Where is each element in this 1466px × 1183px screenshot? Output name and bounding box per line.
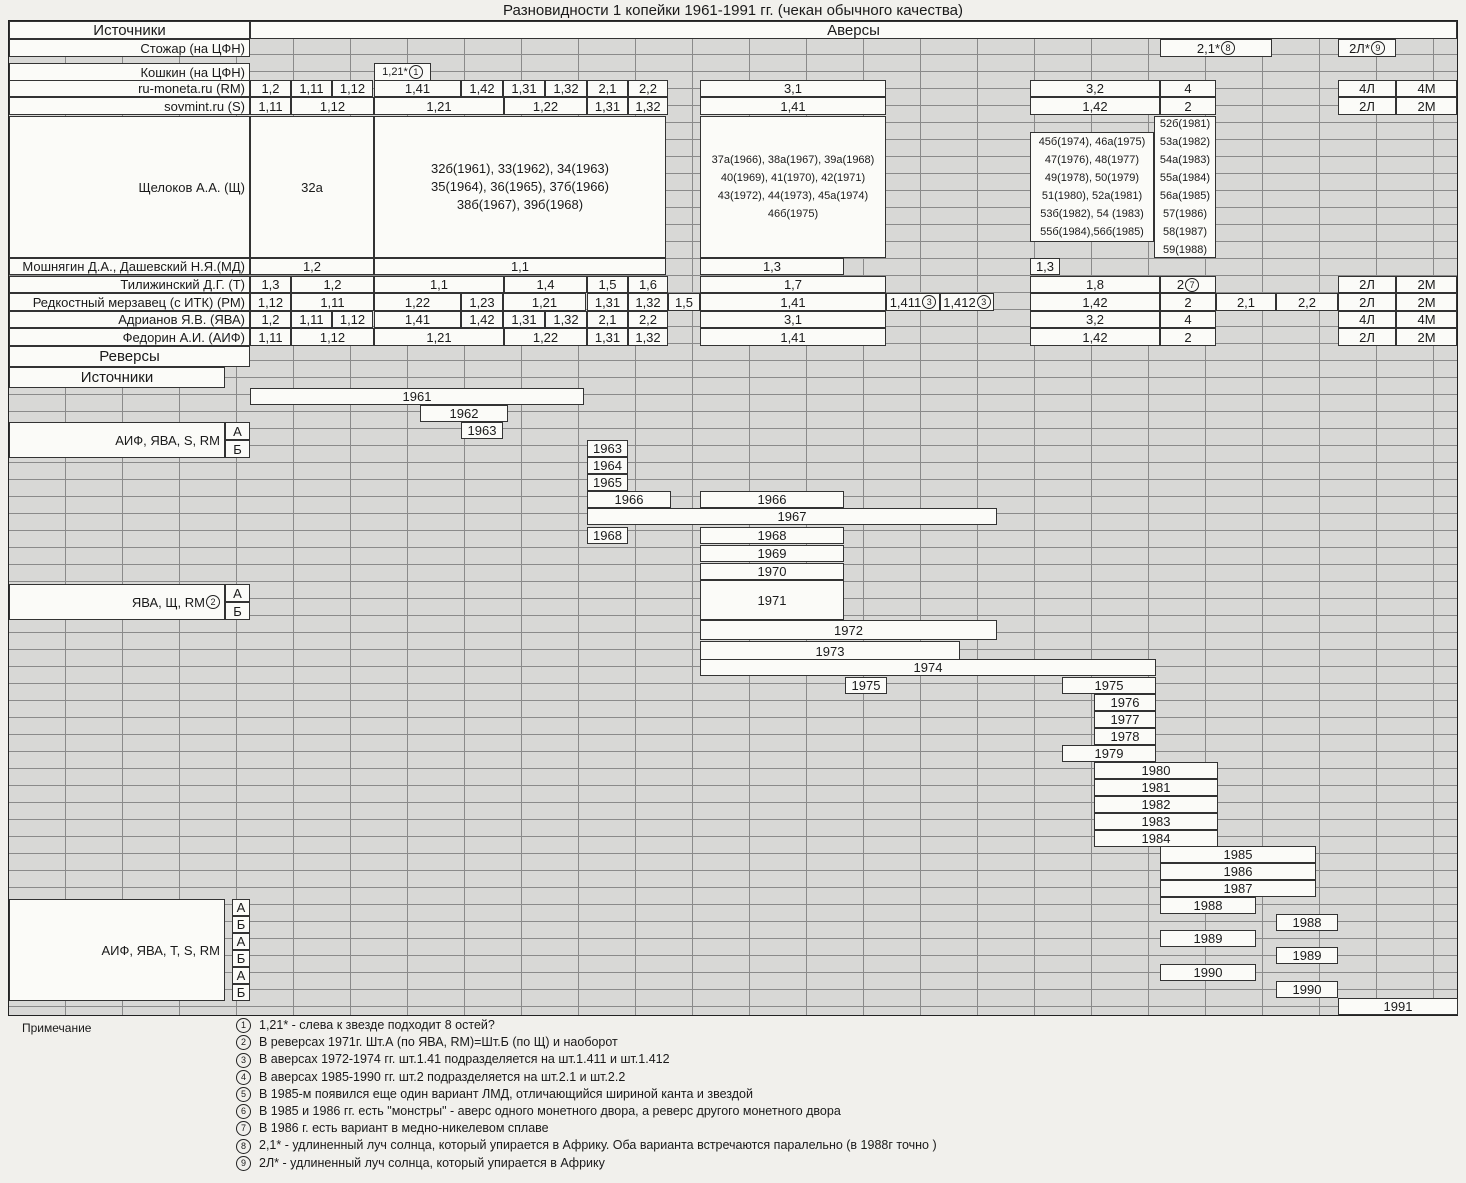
note-number-icon: 4 [236,1070,251,1085]
note-item [236,1104,841,1119]
note-item [236,1052,670,1067]
reverse-year-13: 1971 [700,580,844,620]
note-item [236,1035,618,1050]
obverse-shchelokov-d-line: 47(1976), 48(1977) [1044,154,1140,166]
obverse-shchelokov-b-line: 32б(1961), 33(1962), 34(1963) [430,161,609,176]
obverse-rm-10: 1,412 3 [940,293,994,311]
obverse-t-7: 1,8 [1030,276,1160,293]
reverse-year-3: 1963 [587,440,628,457]
obverse-rm-5: 1,31 [587,293,628,311]
note-text: В 1986 г. есть вариант в медно-никелевом сплаве [259,1121,549,1136]
obverse-rm-0: 1,12 [250,293,291,311]
obverse-shchelokov-c-line: 37а(1966), 38а(1967), 39а(1968) [711,154,875,166]
obverse-shchelokov-e-line: 52б(1981) [1159,118,1211,130]
obverse-adrianov-2: 1,12 [332,311,373,328]
reverse-year-4: 1964 [587,457,628,474]
note-item [236,1138,937,1153]
reverse-year-10: 1968 [700,527,844,544]
obverse-adrianov-0: 1,2 [250,311,291,328]
obverse-rm-7: 1,5 [668,293,700,311]
reverse-group-1: АИФ, ЯВА, S, RM [9,422,225,458]
reverse-stamp-a: А [232,967,250,984]
note-text: В реверсах 1971г. Шт.А (по ЯВА, RM)=Шт.Б (по Щ) и наоборот [259,1035,618,1050]
reverse-year-22: 1979 [1062,745,1156,762]
obverse-fedorin-3: 1,22 [504,328,587,346]
obverse-sovmint-1: 1,12 [291,97,374,115]
reverse-year-24: 1981 [1094,779,1218,796]
obverse-koshkin-1-21: 1,21* 1 [374,63,431,81]
obverse-adrianov-5: 1,31 [503,311,545,328]
obverse-rm-13: 2,1 [1216,293,1276,311]
obverse-shchelokov-c-line: 40(1969), 41(1970), 42(1971) [720,172,866,184]
source-fedorin: Федорин А.И. (АИФ) [9,328,250,346]
obverse-sovmint-0: 1,11 [250,97,291,115]
source-tilizhinsky: Тилижинский Д.Г. (Т) [9,276,250,293]
note-number-icon: 6 [236,1104,251,1119]
reverse-stamp-b: Б [232,916,250,933]
note-ref-icon: 1 [409,65,423,79]
obverse-rumoneta-11: 4 [1160,80,1216,97]
reverse-year-2: 1963 [461,422,503,439]
obverse-rm-6: 1,32 [628,293,668,311]
obverse-sovmint-2: 1,21 [374,97,504,115]
obverse-shchelokov-e-line: 59(1988) [1162,244,1208,256]
note-text: 2Л* - удлиненный луч солнца, который упирается в Африку [259,1155,605,1170]
reverse-year-14: 1972 [700,620,997,640]
obverse-rm-9: 1,411 3 [886,293,940,311]
obverse-t-10: 2М [1396,276,1457,293]
obverse-t-6: 1,7 [700,276,886,293]
note-ref-icon: 9 [1371,41,1385,55]
obverse-stozhar-2-1: 2,1* 8 [1160,39,1272,57]
obverse-sovmint-5: 1,32 [628,97,668,115]
note-number-icon: 9 [236,1156,251,1171]
obverse-shchelokov-d-line: 51(1980), 52а(1981) [1041,190,1143,202]
reverse-year-33: 1989 [1160,930,1256,947]
reverse-year-8: 1967 [587,508,997,525]
reverse-year-6: 1966 [587,491,671,508]
reverse-year-23: 1980 [1094,762,1218,779]
reverse-year-37: 1991 [1338,998,1458,1015]
note-item [236,1087,753,1102]
obverse-rm-2: 1,22 [374,293,461,311]
obverse-sovmint-6: 1,41 [700,97,886,115]
reverse-year-30: 1987 [1160,880,1316,897]
reverse-group-2: ЯВА, Щ, RM 2 [9,584,225,620]
reverse-year-20: 1977 [1094,711,1156,728]
obverse-fedorin-2: 1,21 [374,328,504,346]
obverse-shchelokov-e-line: 57(1986) [1162,208,1208,220]
reverse-stamp-b: Б [232,950,250,967]
reverse-year-12: 1970 [700,563,844,580]
note-ref-icon: 3 [922,295,936,309]
obverse-rm-11: 1,42 [1030,293,1160,311]
obverse-rumoneta-4: 1,42 [461,80,503,97]
obverse-rm-8: 1,41 [700,293,886,311]
reverse-year-9: 1968 [587,527,628,544]
notes-label: Примечание [22,1021,92,1035]
obverse-rumoneta-10: 3,2 [1030,80,1160,97]
obverse-t-0: 1,3 [250,276,291,293]
obverse-rumoneta-9: 3,1 [700,80,886,97]
reverse-year-1: 1962 [420,405,508,422]
obverse-t-8: 2 7 [1160,276,1216,293]
obverse-shchelokov-c-line: 46б(1975) [767,208,819,220]
note-item [236,1018,495,1033]
obverse-fedorin-10: 2М [1396,328,1457,346]
note-number-icon: 1 [236,1018,251,1033]
reverse-year-19: 1976 [1094,694,1156,711]
reverse-year-0: 1961 [250,388,584,405]
reverse-year-15: 1973 [700,641,960,661]
note-number-icon: 7 [236,1121,251,1136]
obverse-t-5: 1,6 [628,276,668,293]
obverse-rm-15: 2Л [1338,293,1396,311]
reverse-year-7: 1966 [700,491,844,508]
source-stozhar: Стожар (на ЦФН) [9,39,250,57]
reverse-stamp-b: Б [232,984,250,1001]
obverse-rm-14: 2,2 [1276,293,1338,311]
obverse-rumoneta-1: 1,11 [291,80,332,97]
obverse-rm-1: 1,11 [291,293,374,311]
reverse-group-3: АИФ, ЯВА, T, S, RM [9,899,225,1001]
obverse-fedorin-7: 1,42 [1030,328,1160,346]
obverse-shchelokov-e-line: 55а(1984) [1159,172,1211,184]
obverse-rumoneta-7: 2,1 [587,80,628,97]
obverse-sovmint-10: 2М [1396,97,1457,115]
note-text: В аверсах 1972-1974 гг. шт.1.41 подразделяется на шт.1.411 и шт.1.412 [259,1052,670,1067]
source-adrianov: Адрианов Я.В. (ЯВА) [9,311,250,328]
obverse-rumoneta-5: 1,31 [503,80,545,97]
obverse-adrianov-8: 2,2 [628,311,668,328]
source-moshnyagin: Мошнягин Д.А., Дашевский Н.Я.(МД) [9,258,250,275]
note-text: 1,21* - слева к звезде подходит 8 остей? [259,1018,495,1032]
page-title: Разновидности 1 копейки 1961-1991 гг. (чекан обычного качества) [503,2,963,19]
obverse-fedorin-8: 2 [1160,328,1216,346]
obverse-adrianov-9: 3,1 [700,311,886,328]
reverse-year-27: 1984 [1094,830,1218,847]
obverse-rumoneta-12: 4Л [1338,80,1396,97]
note-item [236,1156,605,1171]
obverse-md-1-1: 1,1 [374,258,666,275]
sources-header: Источники [9,21,250,39]
reverse-year-11: 1969 [700,545,844,562]
obverse-t-9: 2Л [1338,276,1396,293]
reverse-year-5: 1965 [587,474,628,491]
obverse-shchelokov-d [1030,132,1154,242]
note-text: В аверсах 1985-1990 гг. шт.2 подразделяется на шт.2.1 и шт.2.2 [259,1069,626,1084]
reverse-year-26: 1983 [1094,813,1218,830]
reverse-stamp-b: Б [225,602,250,620]
obverse-md-1-3b: 1,3 [1030,258,1060,275]
obverse-shchelokov-e-line: 58(1987) [1162,226,1208,238]
obverse-adrianov-7: 2,1 [587,311,628,328]
obverse-shchelokov-e [1154,116,1216,258]
source-shchelokov: Щелоков А.А. (Щ) [9,116,250,258]
obverse-t-3: 1,4 [504,276,587,293]
reverse-sources-header: Источники [9,367,225,388]
obverse-t-1: 1,2 [291,276,374,293]
source-rumoneta: ru-moneta.ru (RM) [9,80,250,97]
reverses-header: Реверсы [9,346,250,367]
reverse-year-18: 1975 [1062,677,1156,694]
note-ref-icon: 7 [1185,278,1199,292]
obverse-fedorin-1: 1,12 [291,328,374,346]
obverse-adrianov-6: 1,32 [545,311,587,328]
reverse-stamp-a: А [232,933,250,950]
obverse-md-1-2: 1,2 [250,258,374,275]
obverse-adrianov-4: 1,42 [461,311,503,328]
obverse-rm-3: 1,23 [461,293,503,311]
note-number-icon: 8 [236,1139,251,1154]
obverse-sovmint-8: 2 [1160,97,1216,115]
obverse-md-1-3a: 1,3 [700,258,844,275]
source-merzavets: Редкостный мерзавец (с ИТК) (РМ) [9,293,250,311]
obverse-rumoneta-8: 2,2 [628,80,668,97]
note-number-icon: 3 [236,1053,251,1068]
reverse-year-29: 1986 [1160,863,1316,880]
reverse-year-25: 1982 [1094,796,1218,813]
note-ref-icon: 8 [1221,41,1235,55]
reverse-stamp-a: А [225,422,250,440]
source-sovmint: sovmint.ru (S) [9,97,250,115]
obverse-adrianov-3: 1,41 [374,311,461,328]
note-text: В 1985-м появился еще один вариант ЛМД, отличающийся шириной канта и звездой [259,1086,753,1101]
obverse-fedorin-6: 1,41 [700,328,886,346]
obverse-t-4: 1,5 [587,276,628,293]
reverse-stamp-b: Б [225,440,250,458]
obverse-fedorin-0: 1,11 [250,328,291,346]
obverse-rm-16: 2М [1396,293,1457,311]
obverse-adrianov-13: 4М [1396,311,1457,328]
obverse-rm-12: 2 [1160,293,1216,311]
obverse-shchelokov-d-line: 53б(1982), 54 (1983) [1040,208,1144,220]
reverse-year-31: 1988 [1160,897,1256,914]
obverse-shchelokov-d-line: 55б(1984),56б(1985) [1040,226,1144,238]
note-ref-icon: 2 [206,595,220,609]
reverse-year-32: 1988 [1276,914,1338,931]
reverse-year-35: 1990 [1160,964,1256,981]
source-koshkin: Кошкин (на ЦФН) [9,63,250,81]
reverse-year-17: 1975 [845,677,887,694]
obverse-rumoneta-6: 1,32 [545,80,587,97]
obverse-shchelokov-e-line: 56а(1985) [1159,190,1211,202]
obverse-fedorin-5: 1,32 [628,328,668,346]
obverse-adrianov-12: 4Л [1338,311,1396,328]
note-item [236,1070,625,1085]
reverse-stamp-a: А [225,584,250,602]
obverse-sovmint-3: 1,22 [504,97,587,115]
reverse-year-16: 1974 [700,659,1156,676]
obverse-adrianov-1: 1,11 [291,311,332,328]
obverse-shchelokov-e-line: 53а(1982) [1159,136,1211,148]
obverse-shchelokov-d-line: 45б(1974), 46а(1975) [1038,136,1146,148]
obverse-shchelokov-c-line: 43(1972), 44(1973), 45а(1974) [717,190,869,202]
note-number-icon: 2 [236,1035,251,1050]
obverse-rm-4: 1,21 [503,293,586,311]
obverse-rumoneta-13: 4М [1396,80,1457,97]
obverse-fedorin-9: 2Л [1338,328,1396,346]
obverse-shchelokov-c [700,116,886,258]
obverse-rumoneta-2: 1,12 [332,80,373,97]
obverse-shchelokov-e-line: 54а(1983) [1159,154,1211,166]
obverse-adrianov-11: 4 [1160,311,1216,328]
obverse-shchelokov-b-line: 35(1964), 36(1965), 37б(1966) [430,179,609,194]
reverse-stamp-a: А [232,899,250,916]
obverse-shchelokov-b [374,116,666,258]
obverses-header: Аверсы [250,21,1457,39]
obverse-shchelokov-d-line: 49(1978), 50(1979) [1044,172,1140,184]
obverse-shchelokov-32a: 32а [250,116,374,258]
obverse-adrianov-10: 3,2 [1030,311,1160,328]
obverse-shchelokov-b-line: 38б(1967), 39б(1968) [456,197,584,212]
obverse-sovmint-7: 1,42 [1030,97,1160,115]
obverse-stozhar-2l: 2Л* 9 [1338,39,1396,57]
reverse-year-21: 1978 [1094,728,1156,745]
obverse-rumoneta-3: 1,41 [374,80,461,97]
note-item [236,1121,549,1136]
note-ref-icon: 3 [977,295,991,309]
obverse-fedorin-4: 1,31 [587,328,628,346]
note-number-icon: 5 [236,1087,251,1102]
obverse-sovmint-9: 2Л [1338,97,1396,115]
obverse-sovmint-4: 1,31 [587,97,628,115]
obverse-t-2: 1,1 [374,276,504,293]
reverse-year-28: 1985 [1160,846,1316,863]
note-text: 2,1* - удлиненный луч солнца, который упирается в Африку. Оба варианта встречаются паралельно (в 1988г точно ) [259,1138,937,1153]
note-text: В 1985 и 1986 гг. есть "монстры" - аверс одного монетного двора, а реверс другого монетного двора [259,1104,841,1118]
obverse-rumoneta-0: 1,2 [250,80,291,97]
reverse-year-36: 1990 [1276,981,1338,998]
reverse-year-34: 1989 [1276,947,1338,964]
